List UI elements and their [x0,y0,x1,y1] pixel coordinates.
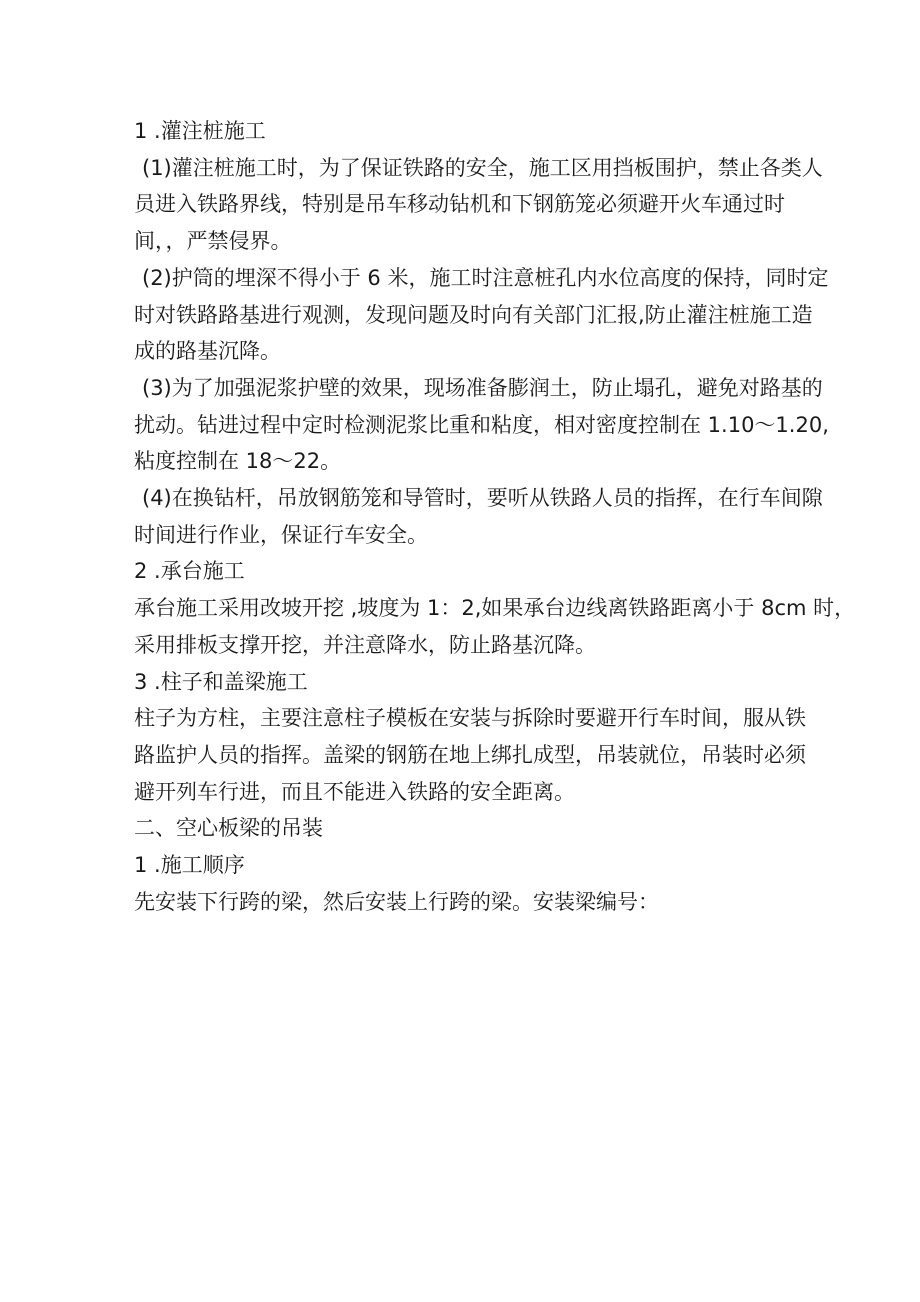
heading-pile-construction: 1 .灌注桩施工 [134,119,266,143]
paragraph-line: 间，，严禁侵界。 [134,229,292,254]
heading-cap-construction: 2 .承台施工 [134,559,245,584]
paragraph-line: 采用排板支撑开挖，并注意降水，防止路基沉降。 [134,632,596,657]
paragraph-line: (3)为了加强泥浆护壁的效果，现场准备膨润土，防止塌孔，避免对路基的 [142,375,823,400]
paragraph-line: 成的路基沉降。 [134,339,281,364]
heading-hollow-slab-hoisting: 二、空心板梁的吊装 [134,816,323,841]
paragraph-line: 员进入铁路界线，特别是吊车移动钻机和下钢筋笼必须避开火车通过时 [134,192,785,217]
paragraph-line: 承台施工采用改坡开挖 ,坡度为 1：2,如果承台边线离铁路距离小于 8cm 时， [134,596,856,621]
paragraph-line: (1)灌注桩施工时，为了保证铁路的安全，施工区用挡板围护，禁止各类人 [142,155,823,180]
paragraph-line: 时间进行作业，保证行车安全。 [134,522,428,547]
paragraph-line: 先安装下行跨的梁，然后安装上行跨的梁。安装梁编号： [134,889,659,914]
heading-column-beam-construction: 3 .柱子和盖梁施工 [134,669,308,694]
paragraph-line: (4)在换钻杆，吊放钢筋笼和导管时，要听从铁路人员的指挥，在行车间隙 [142,486,823,511]
paragraph-line: 柱子为方柱，主要注意柱子模板在安装与拆除时要避开行车时间，服从铁 [134,706,806,731]
paragraph-line: 扰动。钻进过程中定时检测泥浆比重和粘度，相对密度控制在 1.10〜1.20, [134,412,829,437]
paragraph-line: 粘度控制在 18〜22。 [134,449,342,474]
paragraph-line: 避开列车行进，而且不能进入铁路的安全距离。 [134,779,575,804]
document-body [134,113,856,920]
paragraph-line: 时对铁路路基进行观测，发现问题及时向有关部门汇报,防止灌注桩施工造 [134,302,813,327]
heading-construction-sequence: 1 .施工顺序 [134,853,245,878]
paragraph-line: (2)护筒的埋深不得小于 6 米，施工时注意桩孔内水位高度的保持，同时定 [142,265,829,290]
paragraph-line: 路监护人员的指挥。盖梁的钢筋在地上绑扎成型，吊装就位，吊装时必须 [134,742,806,767]
